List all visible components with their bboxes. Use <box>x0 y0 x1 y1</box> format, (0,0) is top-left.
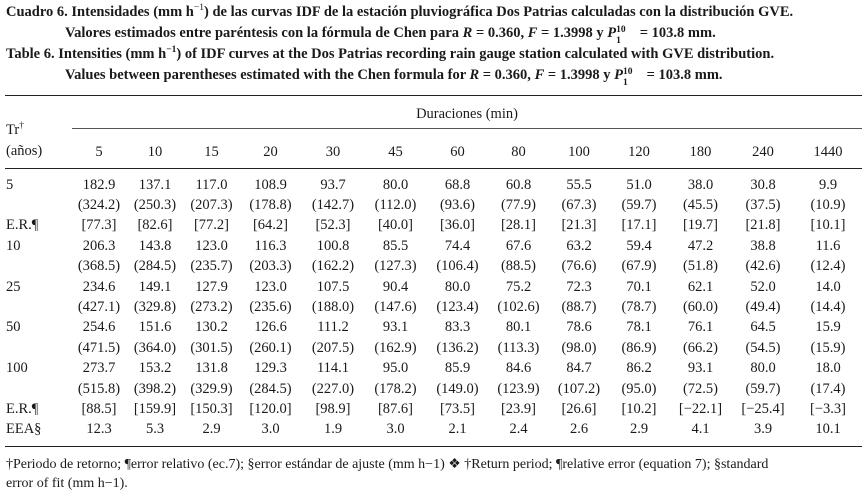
table-cell: 4.1 <box>691 421 710 438</box>
table-cell: [73.5] <box>439 400 476 417</box>
table-cell: [82.6] <box>137 217 173 234</box>
table-cell: (66.2) <box>682 339 719 356</box>
table-cell: (471.5) <box>77 339 121 356</box>
table-cell: [−3.3] <box>810 400 846 417</box>
table-cell: 76.1 <box>687 319 714 336</box>
top-rule <box>5 95 862 96</box>
table-cell: 83.3 <box>444 319 471 336</box>
column-header-10: 10 <box>147 143 163 160</box>
row-label <box>5 297 72 317</box>
table-cell: 273.7 <box>82 360 116 377</box>
table-cell: 117.0 <box>195 176 228 193</box>
footnote-line2: error of fit (mm h−1). <box>6 476 128 491</box>
f-variable: F <box>527 25 538 41</box>
table-cell: 93.7 <box>320 176 346 193</box>
table-row <box>5 338 862 358</box>
table-cell: (368.5) <box>77 258 121 275</box>
table-caption <box>6 2 864 86</box>
table-cell: (10.9) <box>810 197 846 214</box>
table-cell: 127.9 <box>195 278 228 295</box>
column-header-row <box>5 142 862 162</box>
table-cell: 80.0 <box>382 176 409 193</box>
column-header-240: 240 <box>752 143 774 160</box>
table-row <box>5 236 862 256</box>
table-cell: (93.6) <box>439 197 476 214</box>
table-row <box>5 175 862 195</box>
table-cell: 64.5 <box>750 319 776 336</box>
caption-en-line2 <box>6 65 864 86</box>
table-cell: 3.0 <box>386 421 405 438</box>
table-cell: [10.1] <box>810 217 846 234</box>
column-header-60: 60 <box>450 143 465 160</box>
table-cell: (284.5) <box>249 380 292 397</box>
table-cell: 80.0 <box>750 360 776 377</box>
table-cell: (67.3) <box>561 197 597 214</box>
caption-en-line2-text: Values between parentheses estimated with the Chen formula for <box>65 67 470 83</box>
table-cell: 85.5 <box>382 237 409 254</box>
table-cell: [87.6] <box>377 400 414 417</box>
table-cell: (72.5) <box>682 380 719 397</box>
table-cell: [21.3] <box>561 217 597 234</box>
column-header-15: 15 <box>204 143 219 160</box>
table-row <box>5 257 862 277</box>
table-cell: (14.4) <box>810 299 846 316</box>
table-cell: 80.0 <box>444 278 471 295</box>
durations-header: Duraciones (min) <box>416 106 518 122</box>
table-cell: 59.4 <box>626 237 652 254</box>
table-cell: [−25.4] <box>741 400 785 417</box>
table-cell: (227.0) <box>311 380 355 397</box>
table-row <box>5 379 862 399</box>
p-indices-en <box>622 67 643 88</box>
data-table <box>5 175 862 440</box>
table-cell: [64.2] <box>252 217 289 234</box>
table-cell: 2.9 <box>202 421 221 438</box>
table-cell: (59.7) <box>745 380 781 397</box>
table-cell: 9.9 <box>818 176 838 193</box>
column-header-180: 180 <box>689 143 712 160</box>
table-cell: (207.5) <box>311 339 355 356</box>
caption-en-title-a: Intensities (mm h <box>58 46 167 62</box>
table-cell: (107.2) <box>557 380 601 397</box>
table-cell: (98.0) <box>561 339 597 356</box>
column-header-120: 120 <box>628 143 650 160</box>
table-cell: (95.0) <box>621 380 657 397</box>
table-cell: [159.9] <box>133 400 177 417</box>
tr-unit: (años) <box>6 143 43 159</box>
caption-en-line1 <box>6 44 864 65</box>
table-cell: 85.9 <box>444 360 471 377</box>
bottom-rule <box>5 446 862 447</box>
table-cell: 149.1 <box>138 278 172 295</box>
table-cell: (106.4) <box>436 258 479 275</box>
table-cell: 55.5 <box>566 176 592 193</box>
table-cell: 2.1 <box>448 421 467 438</box>
table-cell: (49.4) <box>745 299 781 316</box>
table-cell: 2.4 <box>509 421 528 438</box>
table-cell: 107.5 <box>316 278 350 295</box>
table-cell: (178.8) <box>249 197 292 214</box>
row-label: 25 <box>6 278 21 295</box>
table-cell: 2.6 <box>569 421 589 438</box>
table-cell: 151.6 <box>138 319 172 336</box>
table-cell: (88.5) <box>500 258 537 275</box>
p-value-en: = 103.8 mm. <box>642 67 723 83</box>
table-cell: 38.0 <box>687 176 714 193</box>
table-cell: (12.4) <box>810 258 846 275</box>
p-subscript: 1 <box>616 36 621 46</box>
table-cell: 75.2 <box>505 278 532 295</box>
table-cell: [40.0] <box>377 217 414 234</box>
table-cell: (127.3) <box>374 258 417 275</box>
table-cell: (188.0) <box>311 299 355 316</box>
caption-en-title-b: ) of IDF curves at the Dos Patrias recording rain gauge station calculated with GVE distribution. <box>176 46 775 62</box>
table-cell: [19.7] <box>682 217 719 234</box>
table-row <box>5 399 862 419</box>
table-cell: [23.9] <box>500 400 537 417</box>
table-cell: (17.4) <box>810 380 846 397</box>
f-value-en: = 1.3998 y <box>544 67 615 83</box>
table-cell: [150.3] <box>190 400 233 417</box>
table-cell: (45.5) <box>682 197 719 214</box>
table-cell: 12.3 <box>86 421 112 438</box>
table-cell: 182.9 <box>82 176 116 193</box>
caption-es-title-b: ) de las curvas IDF de la estación pluviográfica Dos Patrias calculadas con la distribución GVE. <box>203 4 794 20</box>
table-cell: 30.8 <box>750 176 776 193</box>
table-cell: (250.3) <box>133 197 177 214</box>
table-cell: [−22.1] <box>678 400 723 417</box>
table-footnote <box>6 455 864 493</box>
caption-es-exponent: −1 <box>193 3 204 14</box>
column-header-1440: 1440 <box>813 143 843 160</box>
table-cell: (42.6) <box>745 258 781 275</box>
table-cell: (162.9) <box>374 339 417 356</box>
table-cell: 3.0 <box>261 421 280 438</box>
table-cell: 153.2 <box>138 360 172 377</box>
table-cell: 84.6 <box>505 360 532 377</box>
p-indices <box>616 25 636 46</box>
table-cell: 1.9 <box>323 421 343 438</box>
table-cell: 60.8 <box>505 176 532 193</box>
caption-es-line2-text: Valores estimados entre paréntesis con la fórmula de Chen para <box>65 25 463 41</box>
row-label: 10 <box>6 237 21 254</box>
p-variable: P <box>607 25 617 41</box>
table-row <box>5 420 862 440</box>
table-cell: 67.6 <box>505 237 532 254</box>
table-cell: 123.0 <box>195 237 228 254</box>
row-label <box>5 338 72 358</box>
table-cell: (54.5) <box>745 339 781 356</box>
row-label: 5 <box>6 176 14 193</box>
tr-footnote-mark: † <box>19 121 24 132</box>
table-cell: 78.1 <box>626 319 652 336</box>
table-cell: 38.8 <box>750 237 776 254</box>
table-cell: 123.0 <box>254 278 287 295</box>
f-value: = 1.3998 y <box>537 25 608 41</box>
table-cell: (515.8) <box>77 380 121 397</box>
table-cell: (207.3) <box>190 197 233 214</box>
table-cell: [26.6] <box>561 400 597 417</box>
table-cell: (67.9) <box>621 258 657 275</box>
table-cell: 108.9 <box>254 176 287 193</box>
table-cell: [10.2] <box>621 400 657 417</box>
table-cell: 111.2 <box>317 319 349 336</box>
r-variable-en: R <box>469 67 480 83</box>
r-value-en: = 0.360, <box>479 67 535 83</box>
table-cell: 52.0 <box>750 278 776 295</box>
table-cell: (37.5) <box>745 197 781 214</box>
table-cell: (427.1) <box>77 299 121 316</box>
table-cell: (273.2) <box>190 299 233 316</box>
table-cell: [98.9] <box>315 400 351 417</box>
table-cell: 130.2 <box>195 319 228 336</box>
column-header-80: 80 <box>511 143 526 160</box>
table-row <box>5 216 862 236</box>
table-cell: 80.1 <box>505 319 532 336</box>
table-cell: (235.7) <box>190 258 233 275</box>
table-cell: (149.0) <box>436 380 479 397</box>
row-label <box>5 379 72 399</box>
column-header-45: 45 <box>388 143 403 160</box>
table-cell: 129.3 <box>254 360 287 377</box>
table-cell: [120.0] <box>249 400 292 417</box>
tr-label: Tr <box>6 122 20 138</box>
table-cell: 18.0 <box>815 360 841 377</box>
table-cell: (329.8) <box>133 299 177 316</box>
table-cell: (78.7) <box>621 299 657 316</box>
caption-es-line2 <box>6 23 864 44</box>
table-cell: 116.3 <box>254 237 287 254</box>
table-cell: [77.3] <box>81 217 117 234</box>
table-cell: 90.4 <box>382 278 409 295</box>
table-cell: 86.2 <box>626 360 652 377</box>
table-cell: 95.0 <box>382 360 409 377</box>
table-cell: [52.3] <box>315 217 351 234</box>
table-cell: [88.5] <box>81 400 117 417</box>
table-cell: 78.6 <box>566 319 592 336</box>
table-cell: 70.1 <box>626 278 652 295</box>
header-rule <box>5 168 862 169</box>
table-cell: 93.1 <box>382 319 409 336</box>
row-label: 50 <box>6 319 21 336</box>
table-cell: 137.1 <box>138 176 172 193</box>
table-row <box>5 359 862 379</box>
durations-rule <box>72 128 862 129</box>
table-cell: (51.8) <box>682 258 719 275</box>
p-subscript-en: 1 <box>622 78 628 88</box>
table-cell: (284.5) <box>133 258 177 275</box>
table-cell: 131.8 <box>195 360 228 377</box>
r-variable: R <box>462 25 473 41</box>
table-cell: (15.9) <box>810 339 846 356</box>
table-cell: 234.6 <box>82 278 116 295</box>
column-header-spacer <box>5 142 72 162</box>
table-cell: 63.2 <box>566 237 592 254</box>
table-cell: [28.1] <box>500 217 537 234</box>
table-cell: 3.9 <box>753 421 773 438</box>
table-cell: 51.0 <box>626 176 652 193</box>
p-variable-en: P <box>614 67 623 83</box>
table-cell: 114.1 <box>316 360 350 377</box>
table-cell: 10.1 <box>815 421 841 438</box>
p-value: = 103.8 mm. <box>636 25 716 41</box>
table-cell: 47.2 <box>687 237 714 254</box>
table-cell: 72.3 <box>566 278 592 295</box>
table-cell: (178.2) <box>374 380 417 397</box>
table-row <box>5 297 862 317</box>
table-cell: (76.6) <box>561 258 597 275</box>
table-cell: 93.1 <box>687 360 714 377</box>
table-cell: (329.9) <box>190 380 233 397</box>
f-variable-en: F <box>534 67 545 83</box>
table-cell: (364.0) <box>133 339 177 356</box>
row-label: 100 <box>6 360 28 377</box>
table-cell: (88.7) <box>561 299 597 316</box>
table-cell: (324.2) <box>77 197 121 214</box>
caption-en-exponent: −1 <box>166 45 177 56</box>
p-superscript: 10 <box>616 25 626 35</box>
column-header-20: 20 <box>263 143 278 160</box>
table-cell: 5.3 <box>145 421 165 438</box>
table-cell: (60.0) <box>682 299 719 316</box>
table-cell: (147.6) <box>374 299 417 316</box>
table-cell: [17.1] <box>621 217 657 234</box>
row-label: E.R.¶ <box>6 217 39 234</box>
table-cell: (112.0) <box>374 197 417 214</box>
table-cell: (102.6) <box>497 299 540 316</box>
row-label: E.R.¶ <box>6 400 39 417</box>
table-cell: 62.1 <box>687 278 714 295</box>
table-cell: (86.9) <box>621 339 657 356</box>
table-row <box>5 277 862 297</box>
footnote-line1: †Periodo de retorno; ¶error relativo (ec.7); §error estándar de ajuste (mm h−1) ❖ †Return period; ¶relative error (equation 7); §standard <box>6 457 769 472</box>
table-cell: 126.6 <box>254 319 287 336</box>
table-cell: 15.9 <box>815 319 841 336</box>
table-row <box>5 318 862 338</box>
table-cell: (398.2) <box>133 380 177 397</box>
table-cell: (260.1) <box>249 339 292 356</box>
table-cell: (77.9) <box>500 197 537 214</box>
table-cell: 84.7 <box>566 360 592 377</box>
table-cell: (142.7) <box>311 197 355 214</box>
table-cell: [36.0] <box>439 217 476 234</box>
table-cell: (136.2) <box>436 339 479 356</box>
table-cell: 14.0 <box>815 278 841 295</box>
table-cell: (235.6) <box>249 299 292 316</box>
caption-en-label: Table 6. <box>6 46 55 62</box>
table-cell: (123.4) <box>436 299 479 316</box>
table-cell: [21.8] <box>745 217 781 234</box>
table-cell: (123.9) <box>497 380 540 397</box>
row-label: EEA§ <box>6 421 42 438</box>
table-cell: 143.8 <box>138 237 172 254</box>
table-cell: (162.2) <box>311 258 355 275</box>
caption-es-line1 <box>6 2 864 23</box>
table-cell: (113.3) <box>497 339 540 356</box>
table-cell: 74.4 <box>444 237 471 254</box>
row-label <box>5 257 72 277</box>
table-cell: (203.3) <box>249 258 292 275</box>
table-cell: 254.6 <box>82 319 116 336</box>
caption-es-label: Cuadro 6. <box>6 4 68 20</box>
table-cell: 68.8 <box>444 176 471 193</box>
p-superscript-en: 10 <box>622 67 633 77</box>
table-cell: (59.7) <box>621 197 657 214</box>
column-header-5: 5 <box>95 143 103 160</box>
table-cell: (301.5) <box>190 339 233 356</box>
row-label <box>5 195 72 215</box>
r-value: = 0.360, <box>472 25 528 41</box>
caption-es-title-a: Intensidades (mm h <box>71 4 194 20</box>
column-header-30: 30 <box>325 143 341 160</box>
table-cell: 206.3 <box>82 237 116 254</box>
table-cell: 100.8 <box>316 237 350 254</box>
table-cell: 2.9 <box>629 421 649 438</box>
table-cell: 11.6 <box>815 237 841 254</box>
column-header-100: 100 <box>568 143 590 160</box>
table-row <box>5 195 862 215</box>
table-cell: [77.2] <box>193 217 230 234</box>
